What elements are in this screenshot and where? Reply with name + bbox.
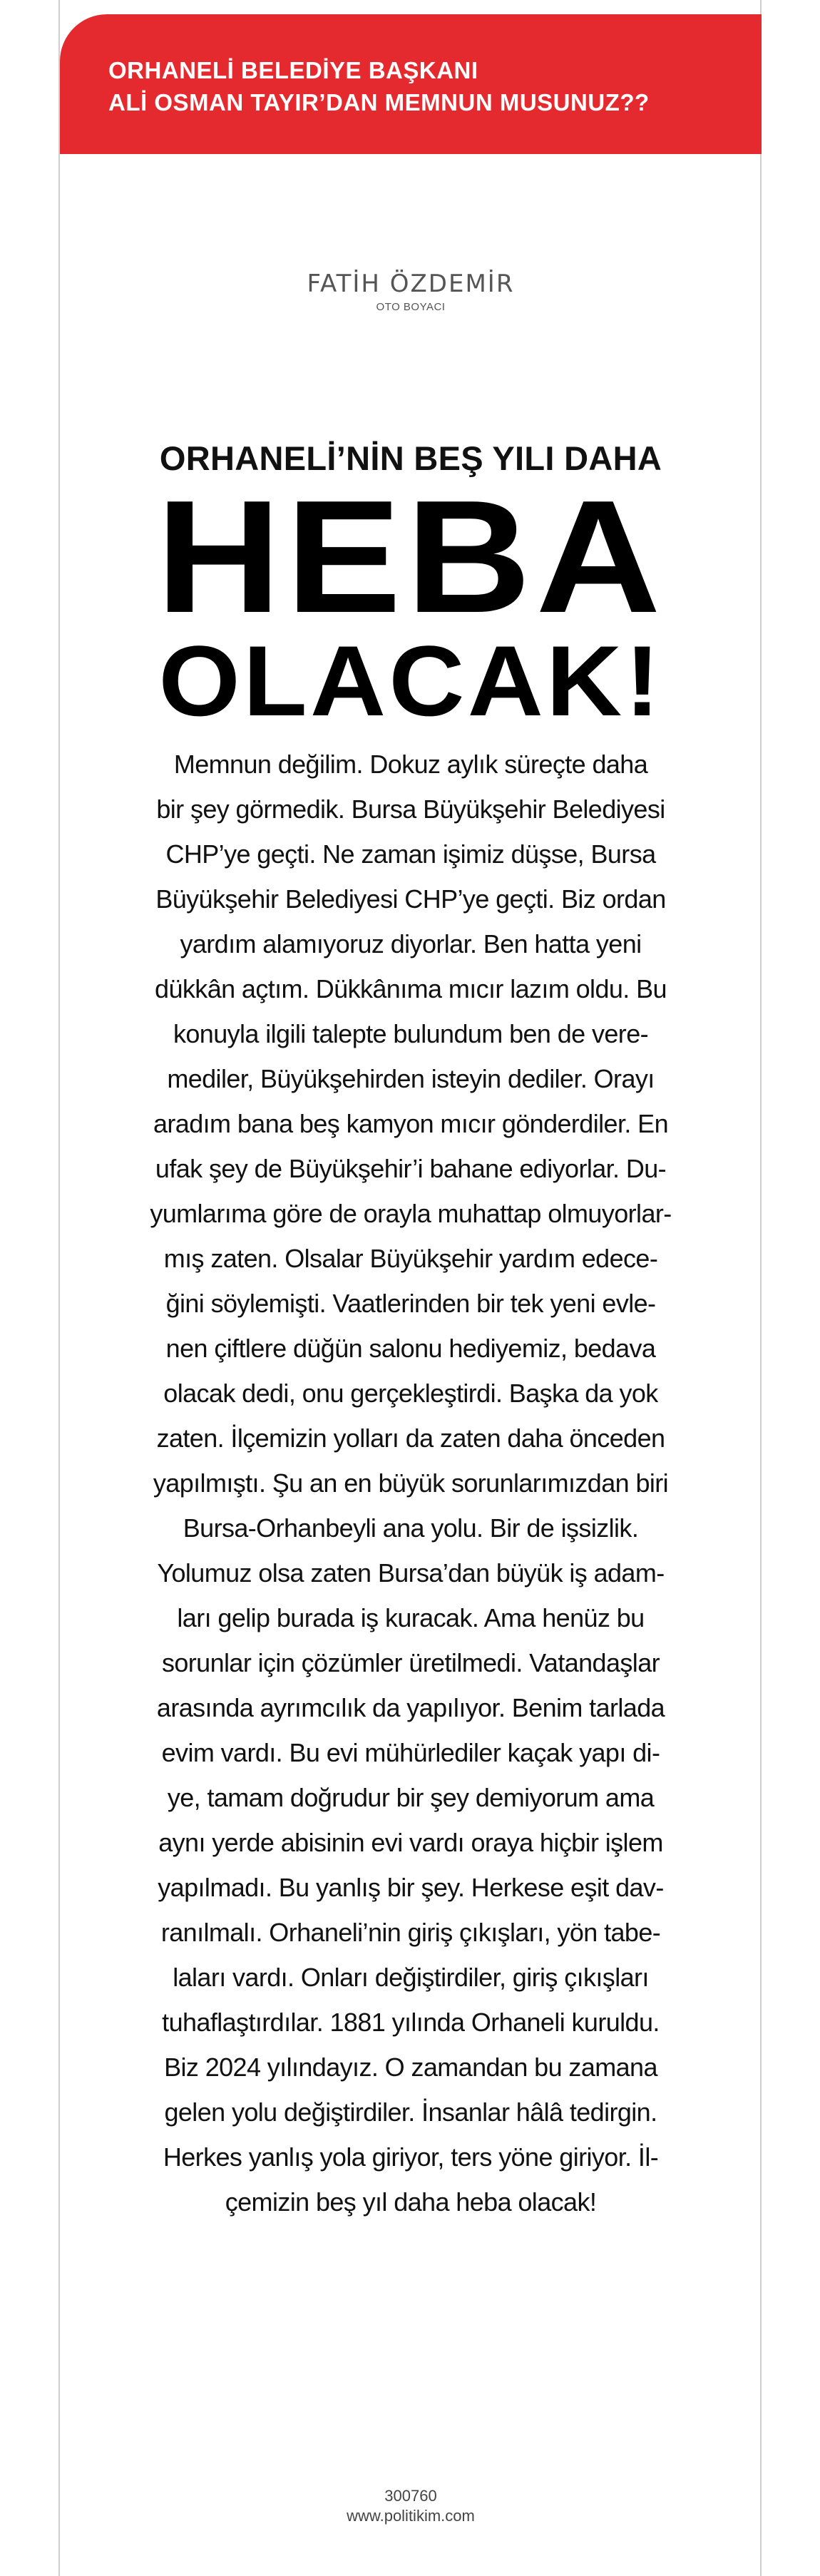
body-line: Bursa-Orhanbeyli ana yolu. Bir de işsizlik. — [183, 1513, 639, 1543]
article-page — [58, 0, 762, 2576]
body-line: olacak dedi, onu gerçekleştirdi. Başka da yok — [163, 1379, 658, 1408]
body-line: ğini söylemişti. Vaatlerinden bir tek yeni evle- — [165, 1289, 656, 1318]
body-line: ları gelip burada iş kuracak. Ama henüz bu — [177, 1603, 645, 1632]
body-line: aradım bana beş kamyon mıcır gönderdiler. En — [153, 1109, 668, 1138]
body-line: sorunlar için çözümler üretilmedi. Vatandaşlar — [161, 1648, 660, 1677]
body-line: yumlarıma göre de orayla muhattap olmuyorlar- — [150, 1199, 672, 1228]
body-line: ye, tamam doğrudur bir şey demiyorum ama — [167, 1783, 655, 1812]
body-line: laları vardı. Onları değiştirdiler, giriş çıkışları — [173, 1963, 649, 1992]
headline-main: HEBA — [155, 466, 666, 646]
page-footer — [60, 2486, 762, 2526]
headline-kicker: ORHANELİ’NİN BEŞ YILI DAHA — [159, 439, 662, 477]
body-line: çemizin beş yıl daha heba olacak! — [225, 2187, 597, 2217]
body-line: CHP’ye geçti. Ne zaman işimiz düşse, Bursa — [165, 839, 656, 869]
body-line: arasında ayrımcılık da yapılıyor. Benim tarlada — [156, 1693, 665, 1722]
body-line: Biz 2024 yılındayız. O zamandan bu zamana — [164, 2053, 657, 2082]
footer-code: 300760 — [384, 2487, 437, 2505]
body-line: Yolumuz olsa zaten Bursa’dan büyük iş adam- — [157, 1558, 665, 1588]
body-line: yapılmadı. Bu yanlış bir şey. Herkese eşit dav- — [158, 1873, 664, 1902]
body-line: Herkes yanlış yola giriyor, ters yöne giriyor. İl- — [163, 2142, 659, 2172]
body-line: dükkân açtım. Dükkânıma mıcır lazım oldu. Bu — [155, 974, 667, 1003]
headline-secondary: OLACAK! — [158, 625, 663, 737]
body-line: mış zaten. Olsalar Büyükşehir yardım edece- — [163, 1244, 658, 1273]
author-name: FATİH ÖZDEMİR — [307, 270, 515, 298]
article-body — [103, 742, 719, 2224]
body-line: evim vardı. Bu evi mühürlediler kaçak yapı di- — [161, 1738, 660, 1767]
body-line: ranılmalı. Orhaneli’nin giriş çıkışları, yön tabe- — [160, 1918, 661, 1947]
banner-line-1: ORHANELİ BELEDİYE BAŞKANI — [108, 57, 478, 83]
author-block — [60, 270, 762, 313]
body-line: bir şey görmedik. Bursa Büyükşehir Belediyesi — [156, 794, 665, 824]
footer-website: www.politikim.com — [347, 2507, 475, 2525]
body-line: Memnun değilim. Dokuz aylık süreçte daha — [173, 750, 648, 779]
body-line: aynı yerde abisinin evi vardı oraya hiçbir işlem — [158, 1828, 663, 1857]
body-line: yapılmıştı. Şu an en büyük sorunlarımızdan biri — [153, 1468, 669, 1498]
body-line: konuyla ilgili talepte bulundum ben de vere- — [173, 1019, 649, 1048]
body-line: nen çiftlere düğün salonu hediyemiz, bedava — [165, 1334, 656, 1363]
body-line: mediler, Büyükşehirden isteyin dediler. Orayı — [167, 1064, 655, 1093]
body-line: zaten. İlçemizin yolları da zaten daha önceden — [156, 1424, 665, 1453]
body-line: yardım alamıyoruz diyorlar. Ben hatta yeni — [180, 929, 642, 959]
author-role: OTO BOYACI — [376, 301, 446, 313]
body-line: Büyükşehir Belediyesi CHP’ye geçti. Biz ordan — [155, 884, 666, 914]
body-line: ufak şey de Büyükşehir’i bahane ediyorlar. Du- — [155, 1154, 667, 1183]
question-banner — [60, 14, 762, 154]
body-line: gelen yolu değiştirdiler. İnsanlar hâlâ tedirgin. — [164, 2097, 657, 2127]
banner-line-2: ALİ OSMAN TAYIR’DAN MEMNUN MUSUNUZ?? — [108, 89, 650, 116]
body-line: tuhaflaştırdılar. 1881 yılında Orhaneli kuruldu. — [162, 2008, 660, 2037]
